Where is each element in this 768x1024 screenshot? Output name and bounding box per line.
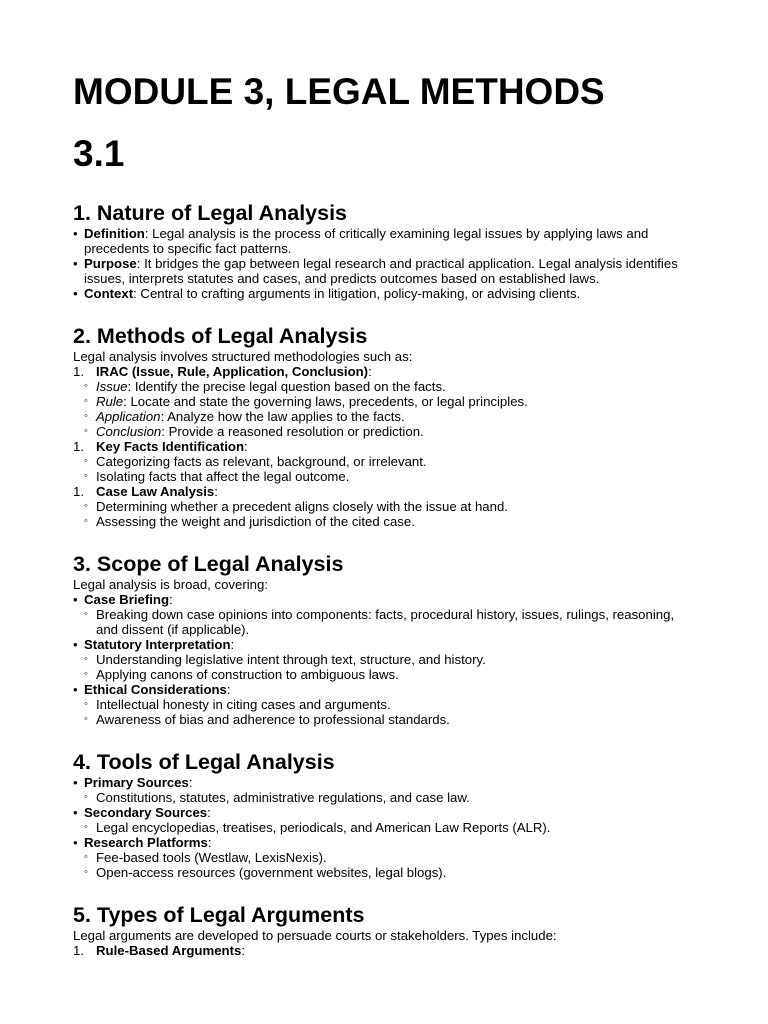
list-item-statutory-interpretation: [73, 637, 693, 652]
item-text: Constitutions, statutes, administrative regulations, and case law.: [96, 790, 470, 805]
sub-bullet-marker: ◦: [84, 380, 88, 392]
item-text: Determining whether a precedent aligns closely with the issue at hand.: [96, 499, 508, 514]
item-text: : Identify the precise legal question based on the facts.: [127, 379, 446, 394]
item-text: Understanding legislative intent through text, structure, and history.: [96, 652, 486, 667]
sub-bullet-marker: ◦: [84, 608, 88, 620]
section-tools: [73, 749, 693, 880]
sub-bullet-marker: ◦: [84, 425, 88, 437]
term: IRAC (Issue, Rule, Application, Conclusion): [96, 364, 369, 379]
sub-item: [73, 712, 693, 727]
list-item-secondary-sources: [73, 805, 693, 820]
colon: :: [230, 637, 235, 652]
sub-bullet-marker: ◦: [84, 698, 88, 710]
term: Context: [84, 286, 134, 301]
number-marker: 1.: [73, 439, 84, 454]
item-text: Isolating facts that affect the legal outcome.: [96, 469, 350, 484]
section-intro: Legal analysis involves structured methodologies such as:: [73, 349, 413, 364]
colon: :: [207, 835, 212, 850]
sub-bullet-marker: ◦: [84, 653, 88, 665]
term: Ethical Considerations: [84, 682, 227, 697]
item-text: Intellectual honesty in citing cases and arguments.: [96, 697, 391, 712]
bullet-marker: •: [73, 226, 78, 241]
section-scope: [73, 551, 693, 727]
term: Statutory Interpretation: [84, 637, 231, 652]
term: Case Law Analysis: [96, 484, 215, 499]
sub-bullet-marker: ◦: [84, 668, 88, 680]
sub-bullet-marker: ◦: [84, 470, 88, 482]
term: Issue: [96, 379, 128, 394]
colon: :: [214, 484, 218, 499]
item-text: : Central to crafting arguments in litigation, policy-making, or advising clients.: [133, 286, 581, 301]
sub-bullet-marker: ◦: [84, 500, 88, 512]
item-text: Open-access resources (government websites, legal blogs).: [96, 865, 447, 880]
bullet-marker: •: [73, 286, 78, 301]
colon: :: [207, 805, 211, 820]
term: Research Platforms: [84, 835, 208, 850]
number-marker: 1.: [73, 943, 84, 958]
colon: :: [169, 592, 173, 607]
sub-bullet-marker: ◦: [84, 866, 88, 878]
list-item-context: [73, 286, 693, 301]
section-nature: [73, 200, 693, 301]
section-heading: 1. Nature of Legal Analysis: [73, 201, 348, 225]
item-text: Assessing the weight and jurisdiction of the cited case.: [96, 514, 415, 529]
list-item-key-facts: [73, 439, 693, 454]
sub-bullet-marker: ◦: [84, 395, 88, 407]
list-item-rule-based-arguments: [73, 943, 693, 958]
bullet-marker: •: [73, 592, 78, 607]
item-text: Legal encyclopedias, treatises, periodicals, and American Law Reports (ALR).: [96, 820, 551, 835]
list-item-ethical-considerations: [73, 682, 693, 697]
sub-item: [73, 667, 693, 682]
item-text: : Legal analysis is the process of critically examining legal issues by applying laws and precedents to specific fact patterns.: [84, 226, 649, 256]
sub-item: [73, 790, 693, 805]
colon: :: [188, 775, 193, 790]
sub-item-issue: [73, 379, 693, 394]
bullet-marker: •: [73, 682, 78, 697]
item-text: Categorizing facts as relevant, background, or irrelevant.: [96, 454, 427, 469]
item-text: : Locate and state the governing laws, precedents, or legal principles.: [123, 394, 528, 409]
sub-bullet-marker: ◦: [84, 791, 88, 803]
colon: :: [241, 943, 246, 958]
sub-bullet-marker: ◦: [84, 713, 88, 725]
section-heading: 5. Types of Legal Arguments: [73, 903, 365, 927]
item-text: : Provide a reasoned resolution or prediction.: [161, 424, 424, 439]
term: Case Briefing: [84, 592, 170, 607]
sub-bullet-marker: ◦: [84, 410, 88, 422]
section-heading: 3. Scope of Legal Analysis: [73, 552, 344, 576]
colon: :: [244, 439, 248, 454]
colon: :: [368, 364, 372, 379]
list-item-research-platforms: [73, 835, 693, 850]
list-item-primary-sources: [73, 775, 693, 790]
term: Secondary Sources: [84, 805, 208, 820]
sub-item: [73, 499, 693, 514]
section-heading: 2. Methods of Legal Analysis: [73, 324, 368, 348]
sub-bullet-marker: ◦: [84, 821, 88, 833]
bullet-marker: •: [73, 256, 78, 271]
section-intro: Legal analysis is broad, covering:: [73, 577, 268, 592]
sub-item-rule: [73, 394, 693, 409]
term: Primary Sources: [84, 775, 189, 790]
term: Purpose: [84, 256, 137, 271]
sub-bullet-marker: ◦: [84, 851, 88, 863]
bullet-marker: •: [73, 805, 78, 820]
item-text: Applying canons of construction to ambiguous laws.: [96, 667, 399, 682]
sub-item: [73, 514, 693, 529]
list-item-irac: [73, 364, 693, 379]
sub-item: [73, 652, 693, 667]
sub-bullet-marker: ◦: [84, 455, 88, 467]
sub-item: [73, 820, 693, 835]
term: Conclusion: [96, 424, 162, 439]
bullet-marker: •: [73, 637, 78, 652]
item-text: Breaking down case opinions into components: facts, procedural history, issues, rulings, reasoning, and dissent (if applicable).: [96, 607, 675, 637]
number-marker: 1.: [73, 364, 84, 379]
section-heading: 4. Tools of Legal Analysis: [73, 750, 335, 774]
section-argument-types: [73, 902, 693, 958]
document-body: [73, 70, 693, 958]
bullet-marker: •: [73, 775, 78, 790]
sub-item-conclusion: [73, 424, 693, 439]
sub-item-application: [73, 409, 693, 424]
sub-bullet-marker: ◦: [84, 515, 88, 527]
list-item-case-briefing: [73, 592, 693, 607]
sub-item: [73, 469, 693, 484]
sub-item: [73, 850, 693, 865]
term: Rule: [96, 394, 124, 409]
item-text: Awareness of bias and adherence to professional standards.: [96, 712, 450, 727]
section-intro: Legal arguments are developed to persuade courts or stakeholders. Types include:: [73, 928, 557, 943]
bullet-marker: •: [73, 835, 78, 850]
list-item-case-law: [73, 484, 693, 499]
sub-item: [73, 607, 693, 637]
section-methods: [73, 323, 693, 529]
section-number: 3.1: [73, 133, 125, 174]
sub-item: [73, 454, 693, 469]
term: Definition: [84, 226, 145, 241]
term: Application: [96, 409, 161, 424]
colon: :: [226, 682, 231, 697]
list-item-definition: [73, 226, 693, 256]
sub-item: [73, 865, 693, 880]
term: Key Facts Identification: [96, 439, 245, 454]
item-text: : Analyze how the law applies to the facts.: [160, 409, 405, 424]
term: Rule-Based Arguments: [96, 943, 242, 958]
sub-item: [73, 697, 693, 712]
list-item-purpose: [73, 256, 693, 286]
item-text: Fee-based tools (Westlaw, LexisNexis).: [96, 850, 327, 865]
item-text: : It bridges the gap between legal research and practical application. Legal analysis identifies issues, interprets statutes and cases, and predicts outcomes based on established laws.: [84, 256, 678, 286]
number-marker: 1.: [73, 484, 84, 499]
document-title: MODULE 3, LEGAL METHODS: [73, 71, 605, 112]
